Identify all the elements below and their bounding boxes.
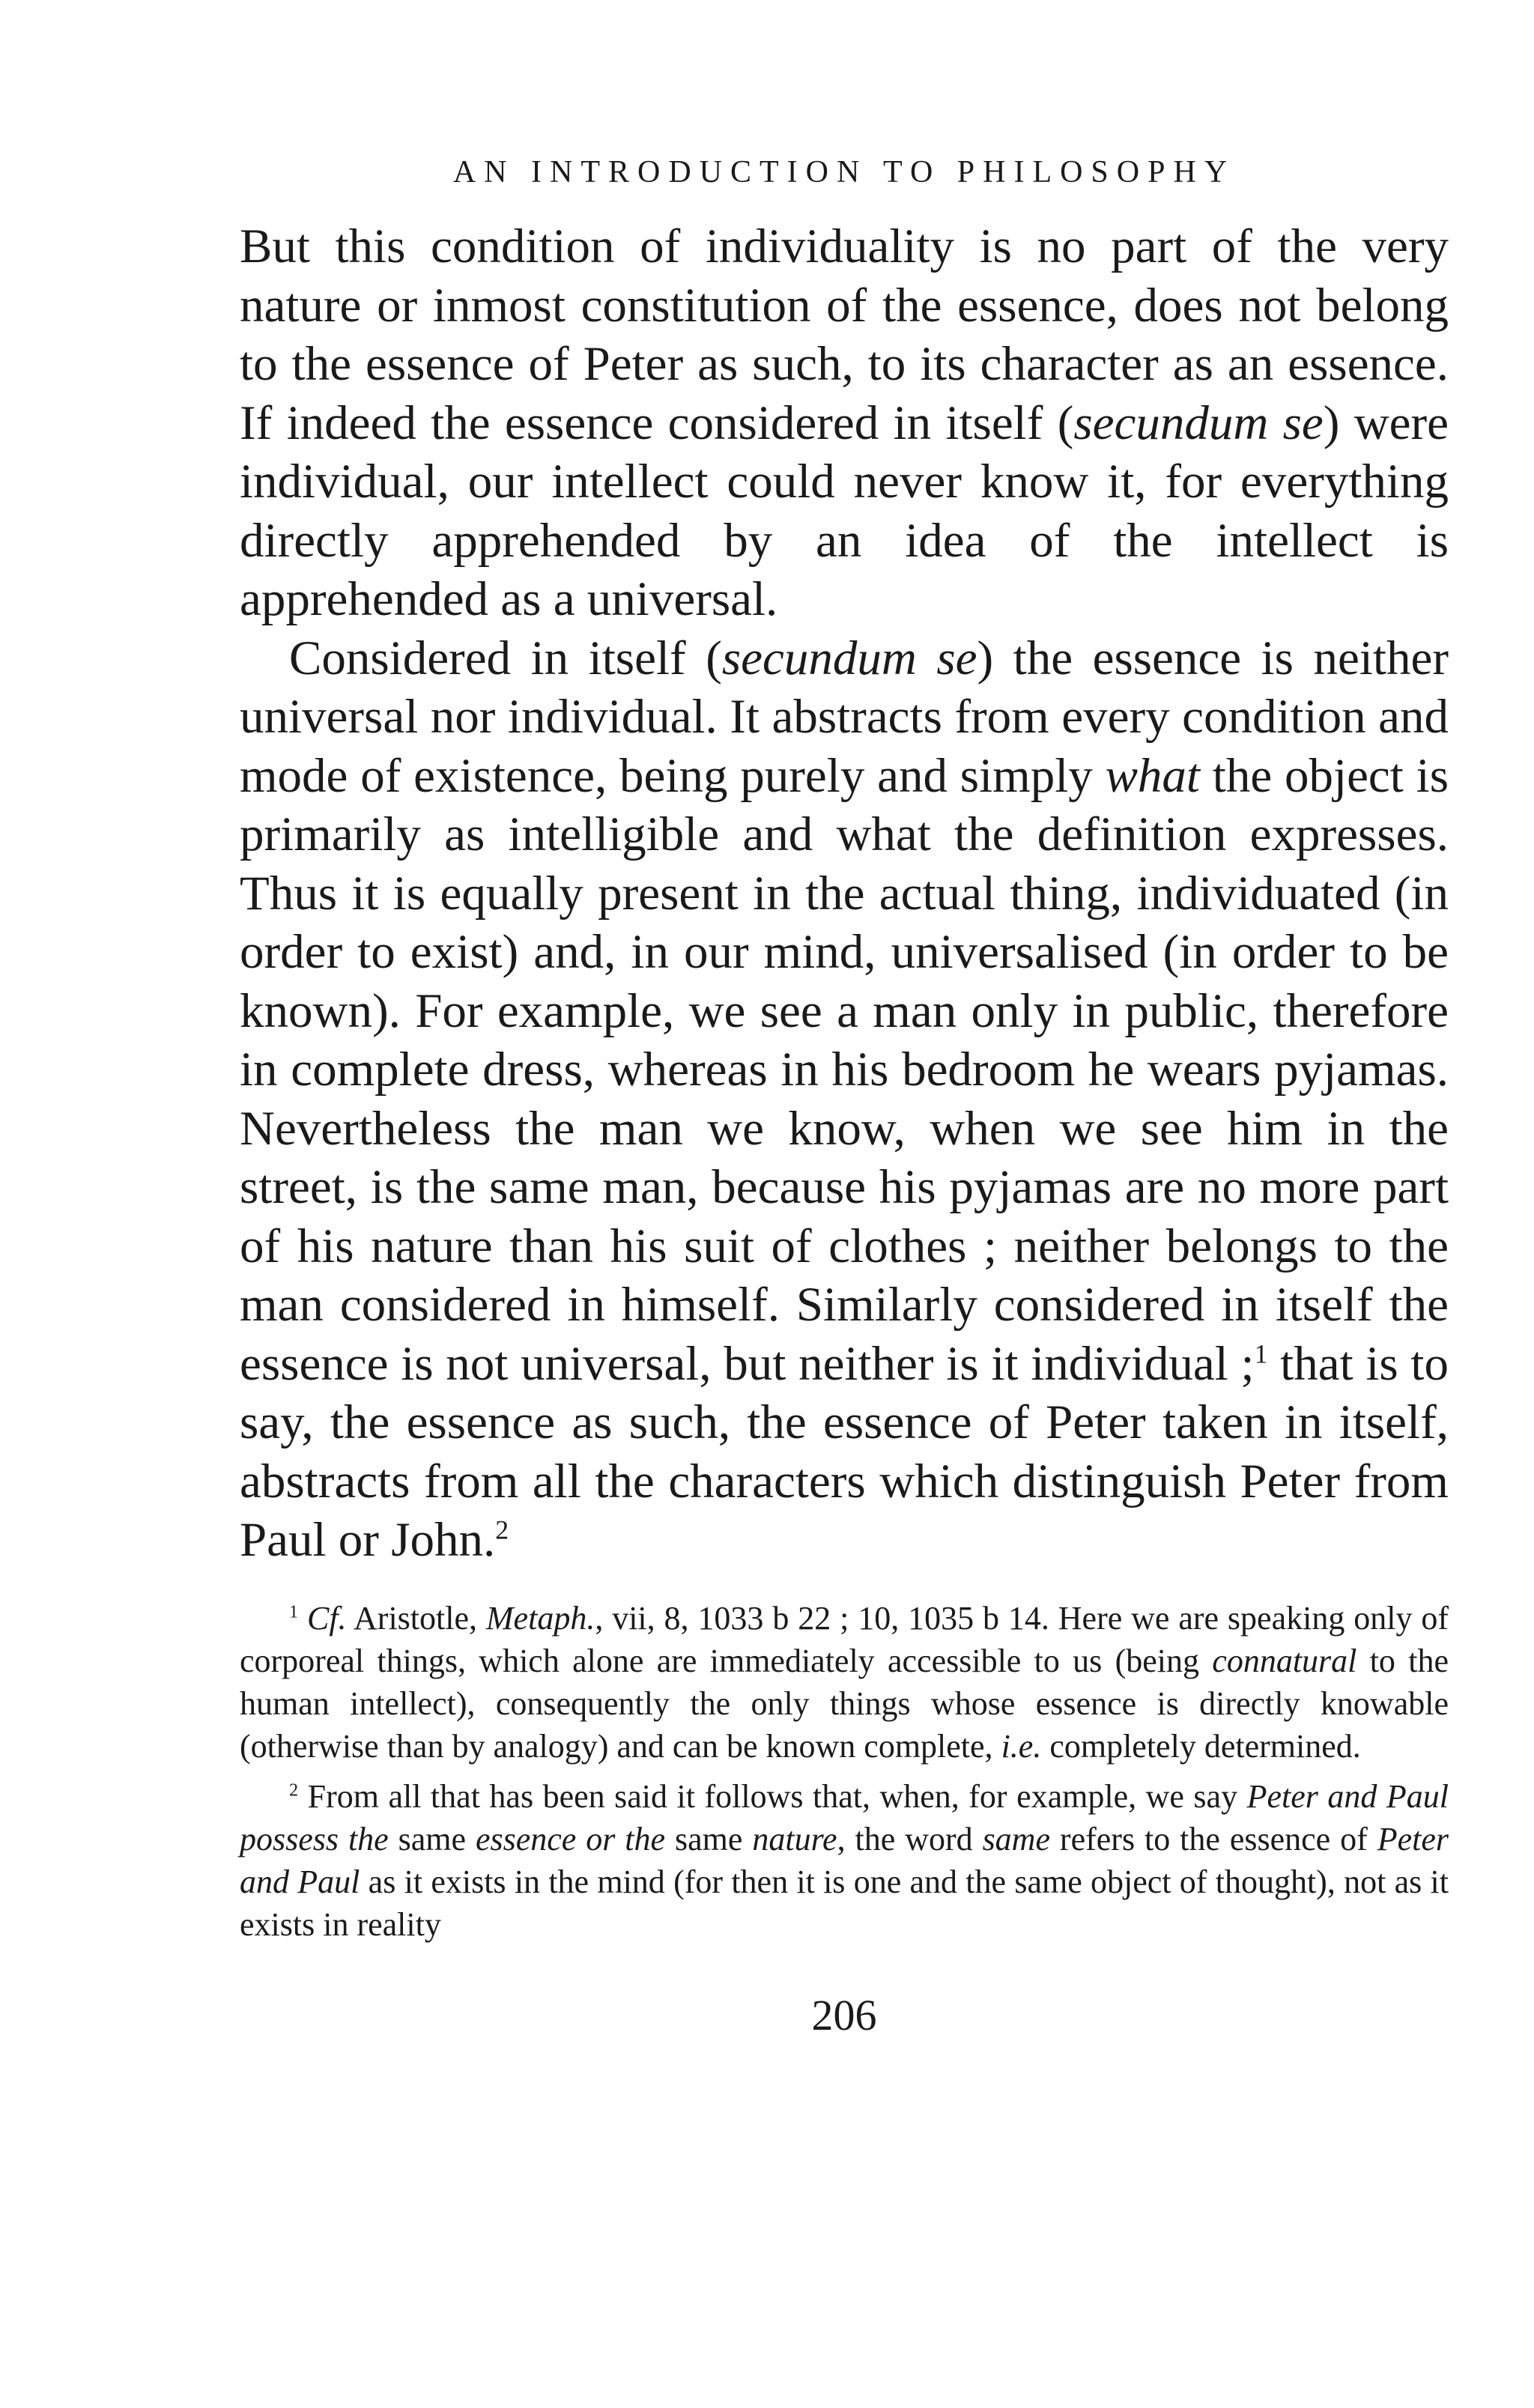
footnote-text: completely determined. bbox=[1041, 1727, 1361, 1765]
paragraph-2-text: that is to say, the essence as such, the essence of Peter taken in itself, abstracts from all the characters which distinguish Peter from Paul or John. bbox=[240, 1336, 1449, 1567]
body-text bbox=[240, 217, 1449, 1570]
footnote-italic: same bbox=[982, 1820, 1050, 1857]
latin-phrase: secundum se bbox=[721, 631, 977, 685]
footnote-text: , vii, 8, 1033 b 22 ; 10, 1035 b 14. Here we are speaking only of corporeal things, which alone are immediately accessible to us (being bbox=[240, 1599, 1449, 1679]
footnote-text: refers to the essence of bbox=[1050, 1820, 1377, 1857]
paragraph-2 bbox=[240, 629, 1449, 1570]
footnote-text: From all that has been said it follows that, when, for example, we say bbox=[298, 1777, 1247, 1815]
footnote-number: 1 bbox=[289, 1601, 299, 1622]
footnote-text: , the word bbox=[837, 1820, 983, 1857]
latin-phrase: secundum se bbox=[1073, 395, 1324, 450]
footnote-italic: connatural bbox=[1212, 1642, 1357, 1679]
footnote-text: as it exists in the mind (for then it is one and the same object of thought), not as it exists in reality bbox=[240, 1863, 1449, 1943]
footnote-2 bbox=[240, 1775, 1449, 1946]
footnote-italic: Peter and Paul bbox=[240, 1820, 1449, 1900]
paragraph-2-text: the object is primarily as intelligible and what the definition expresses. Thus it is equally present in the actual thing, individuated (in order to exist) and, in our mind, universalised (in order to be known). For example, we see a man only in public, therefore in complete dress, whereas in his bedroom he wears pyjamas. Nevertheless the man we know, when we see him in the street, is the same man, because his pyjamas are no more part of his nature than his suit of clothes ; neither belongs to the man considered in himself. Similarly considered in itself the essence is not universal, but neither is it individual ; bbox=[240, 748, 1449, 1391]
footnote-italic: i.e. bbox=[1001, 1727, 1042, 1765]
book-page bbox=[240, 150, 1449, 2042]
footnotes bbox=[240, 1597, 1449, 1946]
paragraph-1-text: ) were individual, our intellect could never know it, for everything directly apprehended by an idea of the intellect is apprehended as a universal. bbox=[240, 395, 1449, 626]
footnote-italic: Metaph. bbox=[485, 1599, 595, 1637]
emphasis: what bbox=[1105, 748, 1200, 803]
footnote-italic: essence or the bbox=[475, 1820, 666, 1857]
footnote-number: 2 bbox=[289, 1779, 299, 1800]
paragraph-2-text: Considered in itself ( bbox=[289, 631, 722, 685]
paragraph-2-text: ) the essence is neither universal nor individual. It abstracts from every condition and mode of existence, being purely and simply bbox=[240, 631, 1449, 803]
footnote-italic: Cf. bbox=[306, 1599, 347, 1637]
footnote-1 bbox=[240, 1597, 1449, 1768]
footnote-ref-2[interactable]: 2 bbox=[495, 1514, 509, 1545]
running-head: AN INTRODUCTION TO PHILOSOPHY bbox=[452, 155, 1236, 189]
footnote-text: Aristotle, bbox=[346, 1599, 486, 1637]
footnote-text: to the human intellect), consequently the only things whose essence is directly knowable (otherwise than by analogy) and can be known complete, bbox=[240, 1642, 1449, 1765]
footnote-ref-1[interactable]: 1 bbox=[1254, 1338, 1268, 1368]
footnote-italic: Peter and Paul possess the bbox=[240, 1777, 1449, 1857]
footnote-text: same bbox=[388, 1820, 476, 1857]
footnote-italic: nature bbox=[752, 1820, 837, 1857]
paragraph-1 bbox=[240, 217, 1449, 629]
page-number: 206 bbox=[811, 1990, 877, 2039]
footnote-text: same bbox=[665, 1820, 753, 1857]
paragraph-1-text: But this condition of individuality is no part of the very nature or inmost constitution of the essence, does not belong to the essence of Peter as such, to its character as an essence. If indeed the essence considered in itself ( bbox=[240, 219, 1449, 450]
